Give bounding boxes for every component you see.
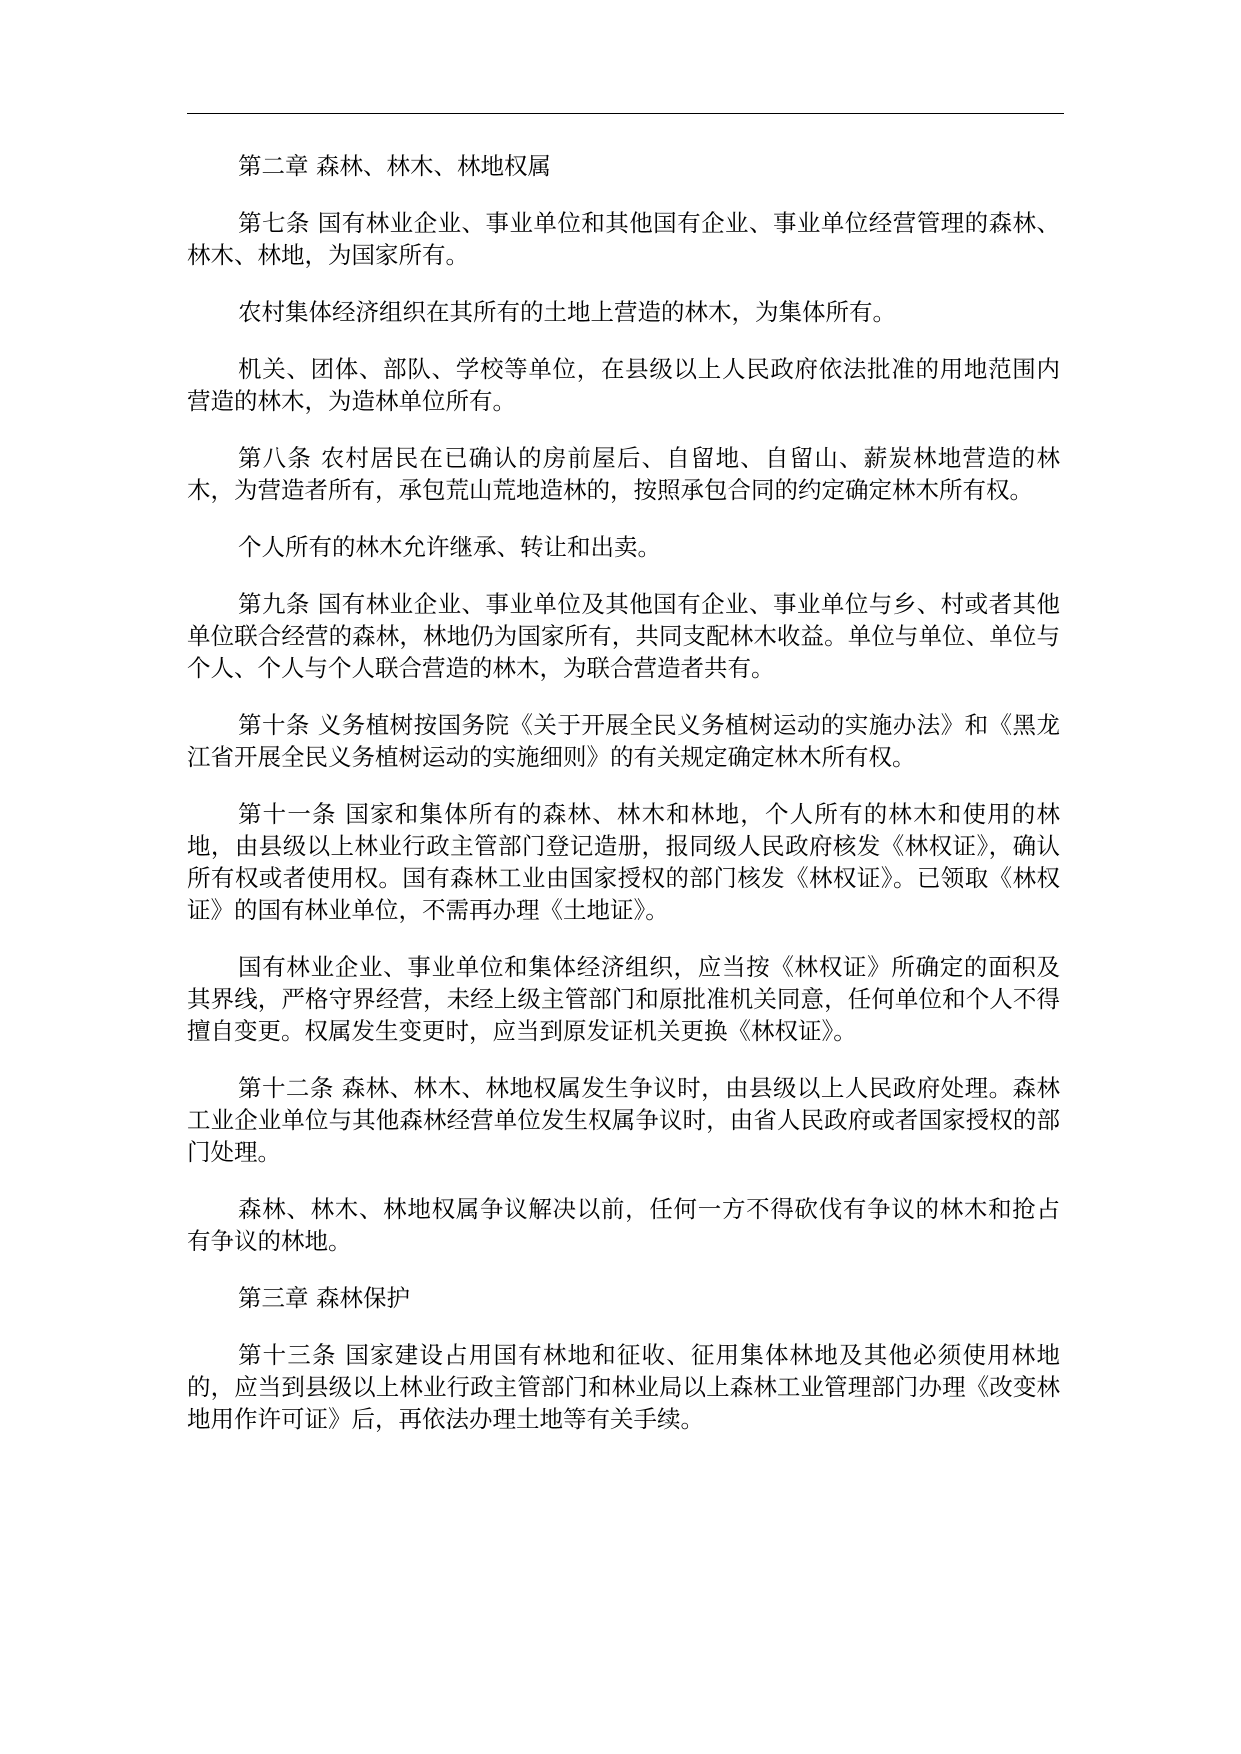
paragraph: 个人所有的林木允许继承、转让和出卖。 [238,533,661,561]
paragraph: 第十条 义务植树按国务院《关于开展全民义务植树运动的实施办法》和《黑龙江省开展全民义务植树运动的实施细则》的有关规定确定林木所有权。 [187,711,1060,771]
paragraph: 第八条 农村居民在已确认的房前屋后、自留地、自留山、薪炭林地营造的林木，为营造者所有，承包荒山荒地造林的，按照承包合同的约定确定林木所有权。 [187,444,1060,504]
chapter-heading: 第二章 森林、林木、林地权属 [238,152,551,180]
paragraph: 第九条 国有林业企业、事业单位及其他国有企业、事业单位与乡、村或者其他单位联合经营的森林，林地仍为国家所有，共同支配林木收益。单位与单位、单位与个人、个人与个人联合营造的林木，为联合营造者共有。 [187,590,1060,682]
header-rule [187,113,1064,114]
paragraph: 第十三条 国家建设占用国有林地和征收、征用集体林地及其他必须使用林地的，应当到县级以上林业行政主管部门和林业局以上森林工业管理部门办理《改变林地用作许可证》后，再依法办理土地等有关手续。 [187,1341,1060,1433]
paragraph: 第七条 国有林业企业、事业单位和其他国有企业、事业单位经营管理的森林、林木、林地，为国家所有。 [187,209,1060,269]
paragraph: 森林、林木、林地权属争议解决以前，任何一方不得砍伐有争议的林木和抢占有争议的林地。 [187,1195,1060,1255]
paragraph: 第十一条 国家和集体所有的森林、林木和林地，个人所有的林木和使用的林地，由县级以上林业行政主管部门登记造册，报同级人民政府核发《林权证》，确认所有权或者使用权。国有森林工业由国家授权的部门核发《林权证》。已领取《林权证》的国有林业单位，不需再办理《土地证》。 [187,800,1060,924]
paragraph: 农村集体经济组织在其所有的土地上营造的林木，为集体所有。 [238,298,896,326]
paragraph: 第十二条 森林、林木、林地权属发生争议时，由县级以上人民政府处理。森林工业企业单位与其他森林经营单位发生权属争议时，由省人民政府或者国家授权的部门处理。 [187,1074,1060,1166]
paragraph: 国有林业企业、事业单位和集体经济组织，应当按《林权证》所确定的面积及其界线，严格守界经营，未经上级主管部门和原批准机关同意，任何单位和个人不得擅自变更。权属发生变更时，应当到原发证机关更换《林权证》。 [187,953,1060,1045]
document-body [187,150,1060,1460]
chapter-heading: 第三章 森林保护 [238,1284,410,1312]
paragraph: 机关、团体、部队、学校等单位，在县级以上人民政府依法批准的用地范围内营造的林木，为造林单位所有。 [187,355,1060,415]
